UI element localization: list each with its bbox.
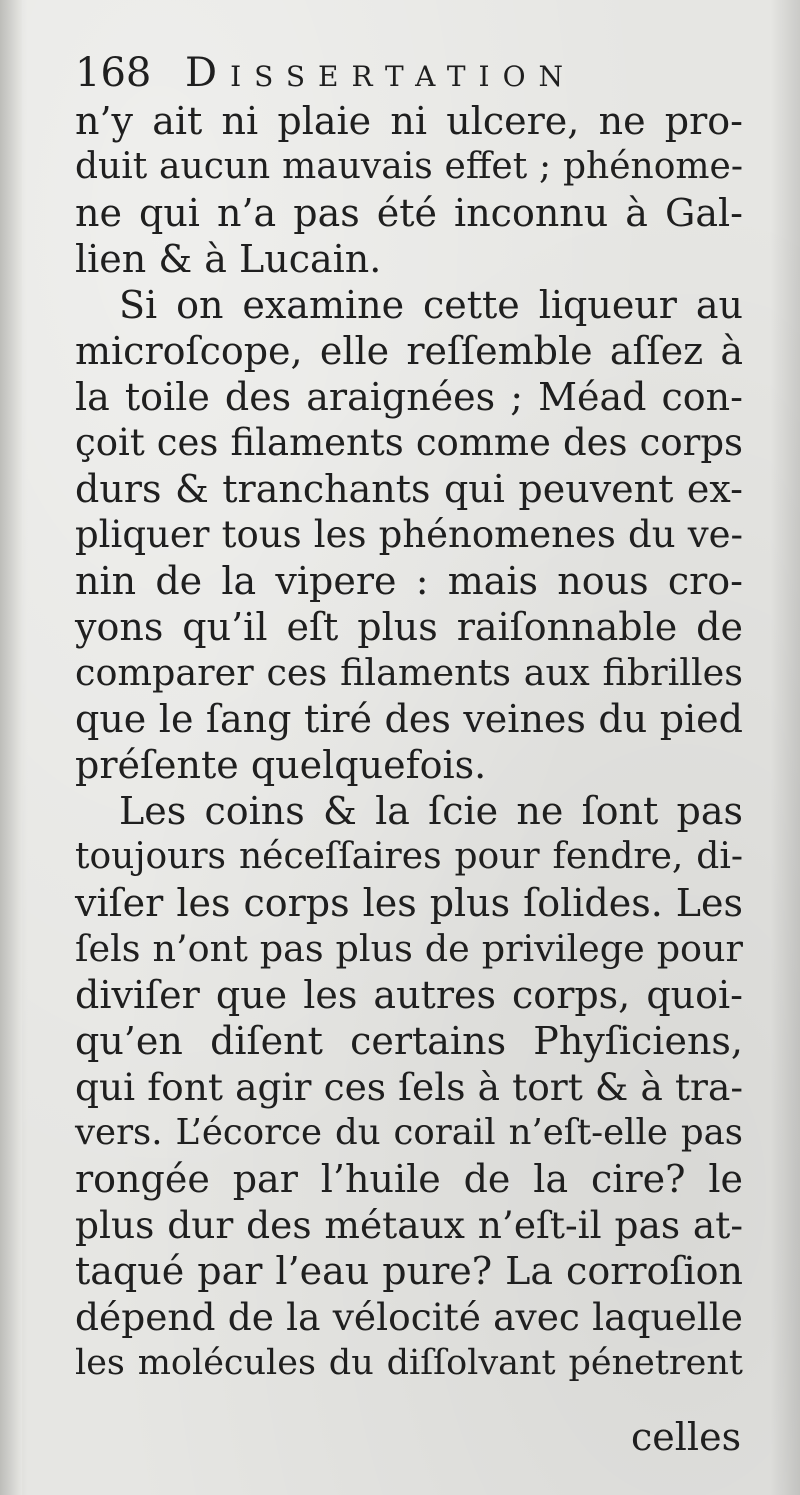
text-line: lien & à Lucain. bbox=[75, 237, 382, 281]
text-line: n’y ait ni plaie ni ulcere, ne pro- bbox=[75, 99, 743, 143]
text-line: que le ſang tiré des veines du pied bbox=[75, 697, 743, 741]
paragraph-1 bbox=[75, 98, 743, 282]
text-line: durs & tranchants qui peuvent ex- bbox=[75, 467, 743, 511]
paragraph-3 bbox=[75, 788, 743, 1386]
page-gutter bbox=[0, 0, 22, 1495]
text-line: plus dur des métaux n’eſt-il pas at- bbox=[75, 1203, 743, 1247]
text-line: la toile des araignées ; Méad con- bbox=[75, 375, 743, 419]
text-line: viſer les corps les plus ſolides. Les bbox=[75, 881, 743, 925]
text-line: Les coins & la ſcie ne ſont pas bbox=[119, 789, 743, 833]
text-line: taqué par l’eau pure? La corroſion bbox=[75, 1249, 743, 1293]
text-line: les molécules du diſſolvant pénetrent bbox=[75, 1343, 743, 1383]
page-header bbox=[75, 44, 755, 102]
text-line: qu’en diſent certains Phyſiciens, bbox=[75, 1019, 743, 1063]
text-line: yons qu’il eſt plus raiſonnable de bbox=[75, 605, 743, 649]
text-line: duit aucun mauvais effet ; phénome- bbox=[75, 146, 743, 187]
text-line: préſente quelquefois. bbox=[75, 743, 487, 787]
paragraph-2 bbox=[75, 282, 743, 788]
text-line: diviſer que les autres corps, quoi- bbox=[75, 973, 743, 1017]
text-line: pliquer tous les phénomenes du ve- bbox=[75, 513, 743, 556]
page-number: 168 bbox=[75, 50, 152, 96]
catchword: celles bbox=[631, 1415, 742, 1459]
text-line: ne qui n’a pas été inconnu à Gal- bbox=[75, 191, 743, 235]
text-line: vers. L’écorce du corail n’eſt-elle pas bbox=[75, 1112, 743, 1153]
text-line: dépend de la vélocité avec laquelle bbox=[75, 1295, 743, 1339]
text-line: ſels n’ont pas plus de privilege pour bbox=[75, 927, 743, 970]
text-line: comparer ces filaments aux fibrilles bbox=[75, 651, 743, 694]
text-line: nin de la vipere : mais nous cro- bbox=[75, 559, 743, 603]
text-line: toujours néceſſaires pour fendre, di- bbox=[75, 836, 743, 877]
text-line: qui font agir ces ſels à tort & à tra- bbox=[75, 1065, 743, 1109]
body-text bbox=[75, 98, 743, 1386]
text-line: microſcope, elle reſſemble aſſez à bbox=[75, 329, 743, 373]
text-line: Si on examine cette liqueur au bbox=[119, 283, 743, 327]
text-line: rongée par l’huile de la cire? le bbox=[75, 1157, 743, 1201]
text-line: çoit ces filaments comme des corps bbox=[75, 421, 743, 464]
running-head: Dissertation bbox=[185, 50, 577, 96]
